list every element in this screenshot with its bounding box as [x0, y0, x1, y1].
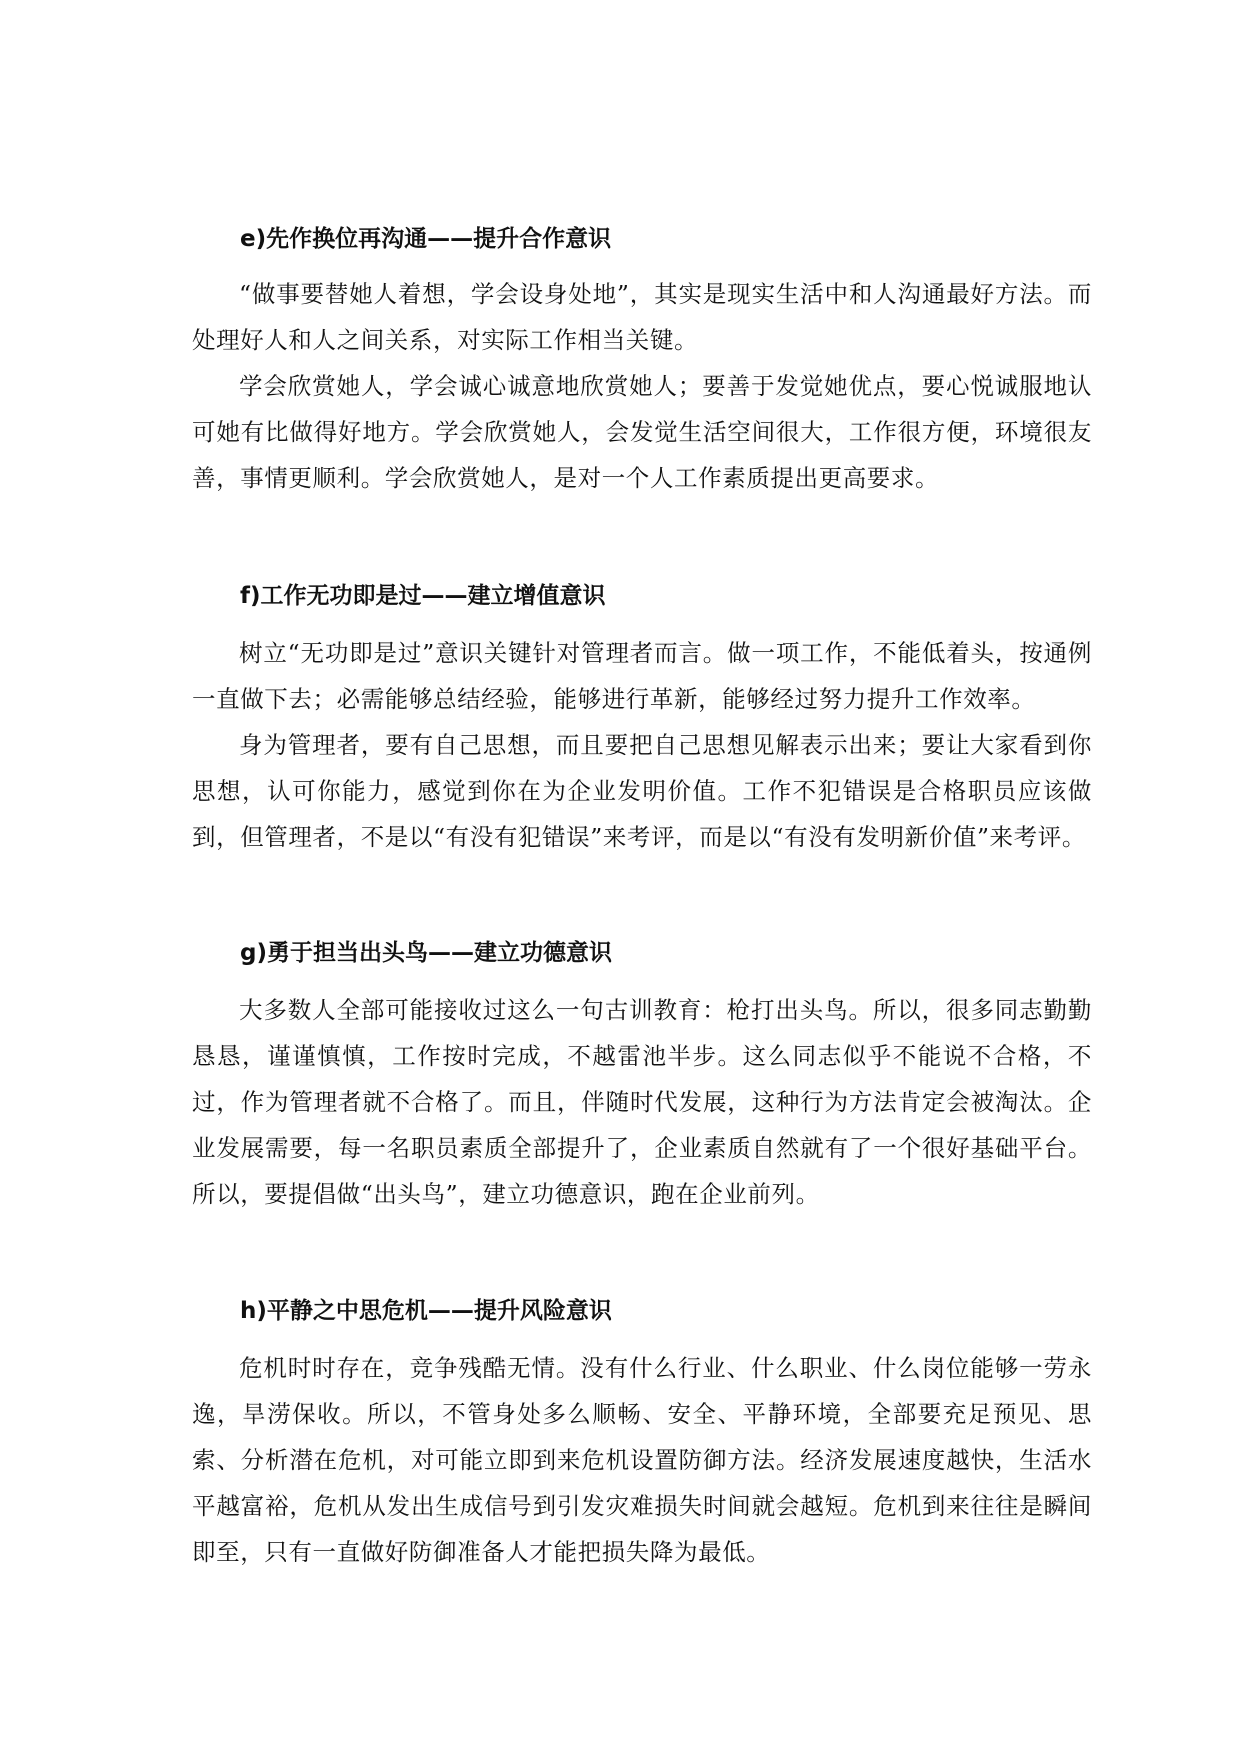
paragraph: 大多数人全部可能接收过这么一句古训教育：枪打出头鸟。所以，很多同志勤勤恳恳，谨谨慎慎，工作按时完成，不越雷池半步。这么同志似乎不能说不合格，不过，作为管理者就不合格了。而且，伴随时代发展，这种行为方法肯定会被淘汰。企业发展需要，每一名职员素质全部提升了，企业素质自然就有了一个很好基础平台。所以，要提倡做“出头鸟”，建立功德意识，跑在企业前列。	[192, 996, 1092, 1208]
section-e	[192, 224, 1092, 501]
section-heading: h)平静之中思危机——提升风险意识	[240, 1298, 612, 1324]
paragraph: 树立“无功即是过”意识关键针对管理者而言。做一项工作，不能低着头，按通例一直做下去；必需能够总结经验，能够进行革新，能够经过努力提升工作效率。	[192, 639, 1092, 713]
section-heading: e)先作换位再沟通——提升合作意识	[240, 226, 612, 252]
section-heading: g)勇于担当出头鸟——建立功德意识	[240, 940, 612, 966]
section-heading: f)工作无功即是过——建立增值意识	[240, 583, 606, 609]
section-h	[192, 1296, 1092, 1575]
section-g	[192, 938, 1092, 1217]
paragraph: 学会欣赏她人，学会诚心诚意地欣赏她人；要善于发觉她优点，要心悦诚服地认可她有比做得好地方。学会欣赏她人，会发觉生活空间很大，工作很方便，环境很友善，事情更顺利。学会欣赏她人，是对一个人工作素质提出更高要求。	[192, 372, 1092, 492]
paragraph: 危机时时存在，竞争残酷无情。没有什么行业、什么职业、什么岗位能够一劳永逸，旱涝保收。所以，不管身处多么顺畅、安全、平静环境，全部要充足预见、思索、分析潜在危机，对可能立即到来危机设置防御方法。经济发展速度越快，生活水平越富裕，危机从发出生成信号到引发灾难损失时间就会越短。危机到来往往是瞬间即至，只有一直做好防御准备人才能把损失降为最低。	[192, 1354, 1092, 1566]
paragraph: “做事要替她人着想，学会设身处地”，其实是现实生活中和人沟通最好方法。而处理好人和人之间关系，对实际工作相当关键。	[192, 280, 1092, 354]
paragraph: 身为管理者，要有自己思想，而且要把自己思想见解表示出来；要让大家看到你思想，认可你能力，感觉到你在为企业发明价值。工作不犯错误是合格职员应该做到，但管理者，不是以“有没有犯错误”来考评，而是以“有没有发明新价值”来考评。	[192, 731, 1092, 851]
section-f	[192, 581, 1092, 860]
